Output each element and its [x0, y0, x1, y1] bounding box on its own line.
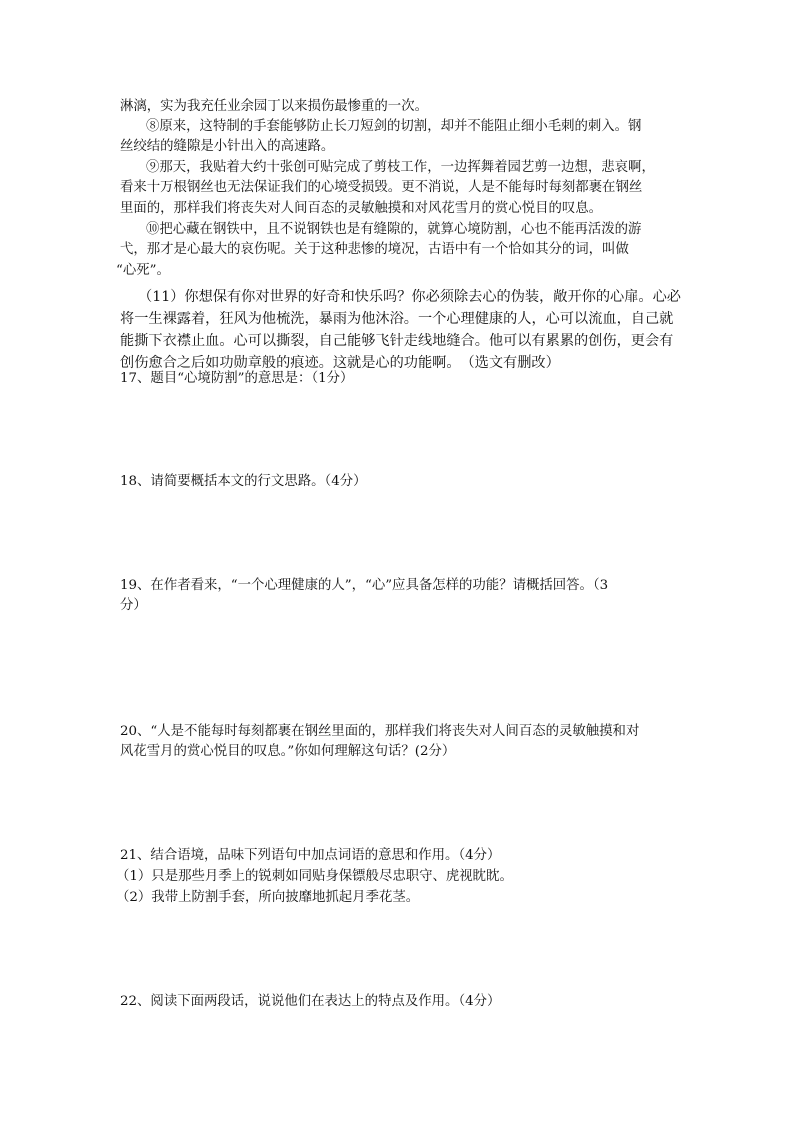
passage-line: “心死”。 [116, 263, 170, 278]
question-19-continued: 分） [120, 598, 147, 613]
question-20: 20、“人是不能每时每刻都裹在钢丝里面的，那样我们将丧失对人间百态的灵敏触摸和对 [120, 724, 640, 739]
question-17: 17、题目“心境防割”的意思是：（1分） [120, 371, 354, 386]
passage-line: （11）你想保有你对世界的好奇和快乐吗？你必须除去心的伪装，敞开你的心扉。心必 [138, 289, 681, 305]
passage-line: 看来十万根钢丝也无法保证我们的心境受损毁。更不消说，人是不能每时每刻都裹在钢丝 [120, 180, 643, 195]
question-21-item-1: （1）只是那些月季上的锐刺如同贴身保镖般尽忠职守、虎视眈眈。 [116, 869, 513, 884]
passage-line: 淋漓，实为我充任业余园丁以来损伤最惨重的一次。 [120, 99, 428, 114]
passage-line: 能撕下衣襟止血。心可以撕裂，自己能够飞针走线地缝合。他可以有累累的创伤，更会有 [120, 333, 674, 349]
passage-line: 丝绞结的缝隙是小针出入的高速路。 [120, 139, 335, 154]
passage-line: 弋，那才是心最大的哀伤呢。关于这种悲惨的境况，古语中有一个恰如其分的词，叫做 [120, 242, 629, 257]
passage-line: ⑩把心藏在钢铁中，且不说钢铁也是有缝隙的，就算心境防割，心也不能再活泼的游 [146, 222, 642, 237]
passage-line: ⑧原来，这特制的手套能够防止长刀短剑的切割，却并不能阻止细小毛刺的刺入。钢 [146, 119, 642, 134]
question-18: 18、请简要概括本文的行文思路。（4分） [120, 474, 367, 489]
passage-line: 创伤愈合之后如功勋章般的痕迹。这就是心的功能啊。 （选文有删改） [120, 355, 560, 371]
question-20-continued: 风花雪月的赏心悦目的叹息。”你如何理解这句话？(2分） [120, 744, 456, 759]
passage-line: 里面的，那样我们将丧失对人间百态的灵敏触摸和对风花雪月的赏心悦目的叹息。 [120, 201, 603, 216]
passage-line: 将一生裸露着，狂风为他梳洗，暴雨为他沐浴。一个心理健康的人，心可以流血，自己就 [120, 311, 674, 327]
question-21-item-2: （2）我带上防割手套，所向披靡地抓起月季花茎。 [116, 890, 420, 905]
question-22: 22、阅读下面两段话，说说他们在表达上的特点及作用。（4分） [120, 994, 501, 1009]
passage-line: ⑨那天，我贴着大约十张创可贴完成了剪枝工作，一边挥舞着园艺剪一边想，悲哀啊， [146, 160, 655, 175]
question-19: 19、在作者看来，“一个心理健康的人”，“心”应具备怎样的功能？请概括回答。（3 [120, 578, 609, 593]
question-21: 21、结合语境，品味下列语句中加点词语的意思和作用。（4分） [120, 848, 501, 863]
